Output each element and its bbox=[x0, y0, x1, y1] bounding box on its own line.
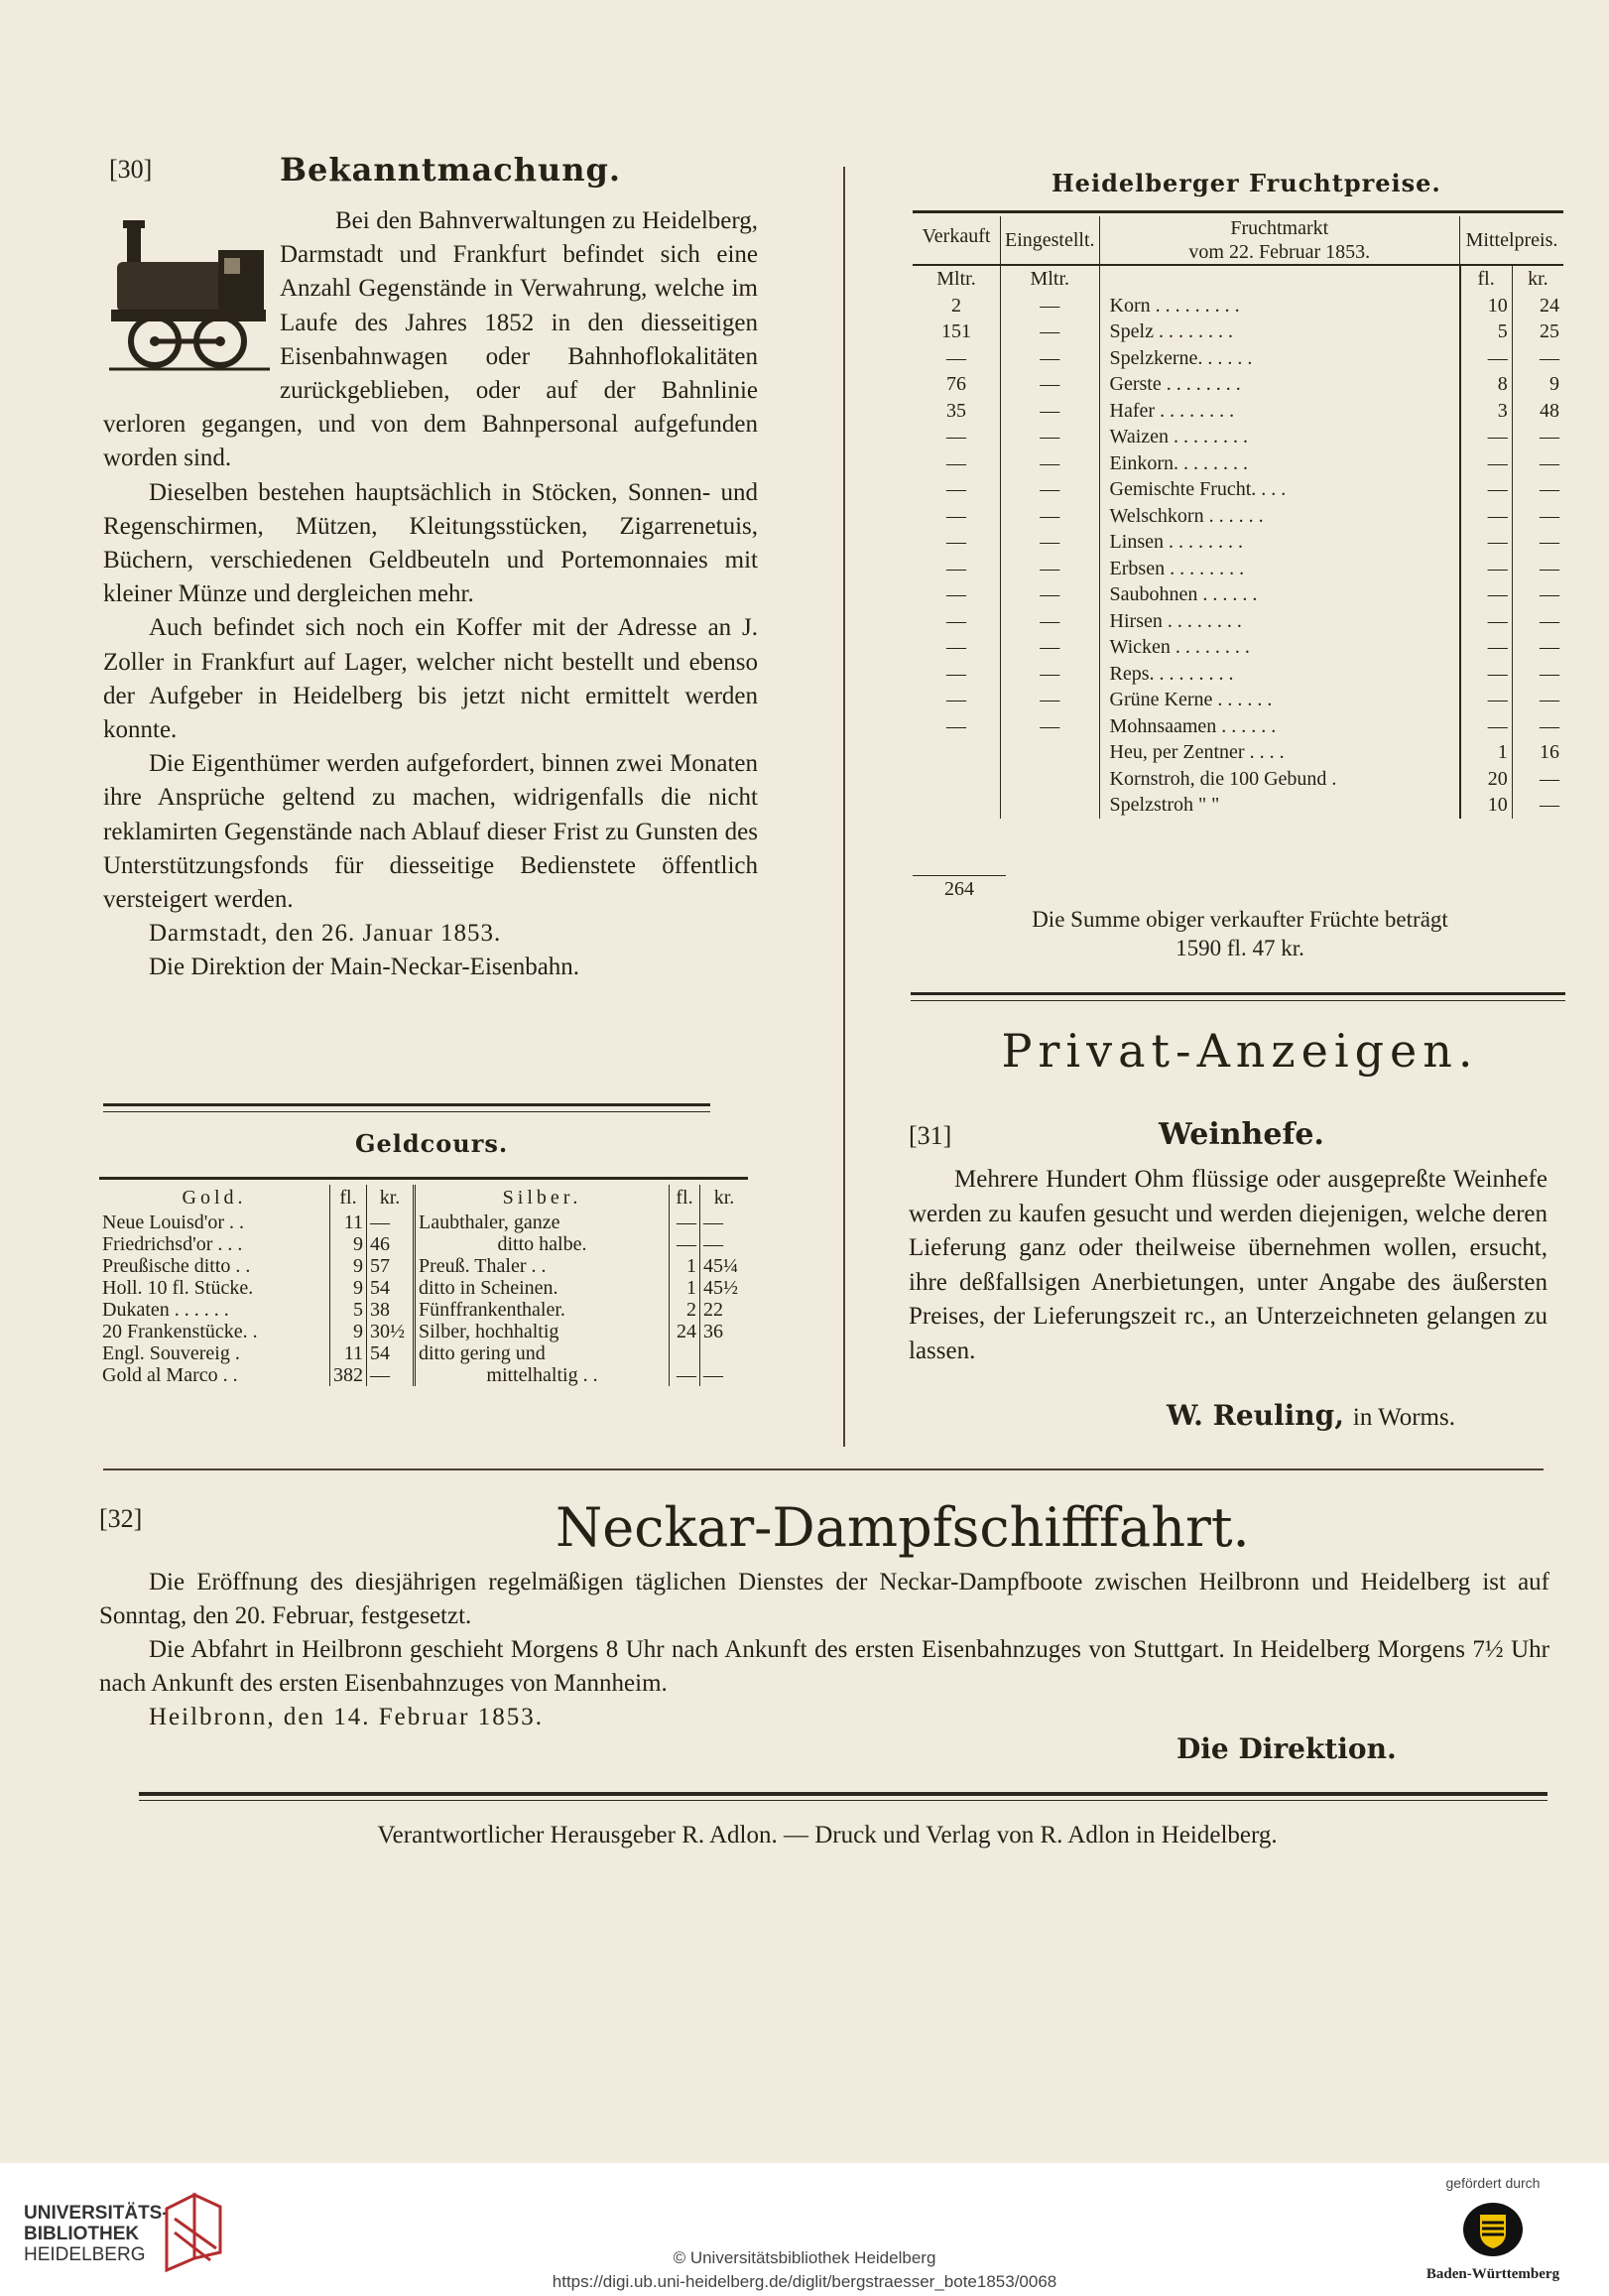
fruchtpreise-row bbox=[913, 529, 1563, 556]
geldcours-cell: 9 bbox=[330, 1277, 367, 1299]
geldcours-cell: ditto gering und bbox=[419, 1342, 546, 1364]
fruchtpreise-row bbox=[913, 581, 1563, 608]
geldcours-cell: 24 bbox=[670, 1321, 700, 1342]
fruchtpreise-cell: Spelzstroh " " bbox=[1099, 792, 1459, 819]
fruchtpreise-cell: — bbox=[946, 662, 966, 685]
geldcours-cell: ditto halbe. bbox=[497, 1233, 587, 1255]
fruchtpreise-cell: Erbsen . . . . . . . . bbox=[1099, 556, 1459, 582]
fruchtpreise-cell: — bbox=[1001, 661, 1100, 688]
geldcours-cell: 1 bbox=[670, 1255, 700, 1277]
fruchtpreise-row bbox=[913, 792, 1563, 819]
notice-30-paragraph-4: Die Eigenthümer werden aufgefordert, binnen zwei Monaten ihre Ansprüche geltend zu machen, widrigenfalls die nicht reklamirten Gegenstände nach Ablauf dieser Frist zu Gunsten des Unterstützungsfonds für diesseitige Bedienstete öffentlich versteigert werden. bbox=[103, 750, 758, 914]
geldcours-cell: 2 bbox=[670, 1299, 700, 1321]
notice-32-paragraph-1: Die Eröffnung des diesjährigen regelmäßigen täglichen Dienstes der Neckar-Dampfboote zwischen Heilbronn und Heidelberg ist auf Sonntag, den 20. Februar, festgesetzt. bbox=[99, 1569, 1549, 1629]
fruchtpreise-row bbox=[913, 398, 1563, 425]
fruchtpreise-cell: — bbox=[1460, 529, 1513, 556]
library-line-1: UNIVERSITÄTS- bbox=[24, 2203, 169, 2224]
fruchtpreise-row bbox=[913, 556, 1563, 582]
notice-32-body bbox=[99, 1566, 1549, 1734]
fruchtpreise-cell: — bbox=[946, 531, 966, 553]
geldcours-cell: 382 bbox=[330, 1364, 367, 1386]
geldcours-cell: Holl. 10 fl. Stücke. bbox=[102, 1277, 254, 1299]
fruchtpreise-cell: — bbox=[946, 689, 966, 710]
notice-30-body bbox=[103, 204, 758, 985]
geldcours-cell: 45¼ bbox=[700, 1255, 749, 1277]
geldcours-row bbox=[99, 1364, 748, 1386]
fruchtpreise-cell: — bbox=[1460, 634, 1513, 661]
fruchtpreise-cell: 10 bbox=[1460, 792, 1513, 819]
notice-31-body: Mehrere Hundert Ohm flüssige oder ausgepreßte Weinhefe werden zu kaufen gesucht und werden diejenigen, welche deren Lieferung ganz oder theilweise übernehmen wollen, ersucht, ihre deßfallsigen Anerbietungen, unter Angabe des äußersten Preises, der Lieferungszeit rc., an Unterzeichneten gelangen zu lassen. bbox=[909, 1166, 1547, 1364]
geldcours-row bbox=[99, 1299, 748, 1321]
fl-header: fl. bbox=[330, 1185, 367, 1212]
fruchtpreise-cell: Einkorn. . . . . . . . bbox=[1099, 450, 1459, 477]
fruchtpreise-cell: Heu, per Zentner . . . . bbox=[1099, 739, 1459, 766]
fruchtpreise-row bbox=[913, 371, 1563, 398]
fruchtpreise-cell: — bbox=[946, 504, 966, 527]
geldcours-cell: — bbox=[367, 1212, 415, 1233]
signature-name: W. Reuling, bbox=[1167, 1399, 1344, 1432]
fruchtpreise-cell: 3 bbox=[1460, 398, 1513, 425]
notice-31-signature bbox=[1167, 1399, 1455, 1432]
geldcours-cell: 30½ bbox=[367, 1321, 415, 1342]
fruchtmarkt-header bbox=[1099, 216, 1459, 265]
fruchtpreise-cell: — bbox=[1512, 345, 1563, 372]
fruchtpreise-table bbox=[913, 216, 1563, 819]
fruchtpreise-cell: Grüne Kerne . . . . . . bbox=[1099, 687, 1459, 713]
fruchtpreise-cell: — bbox=[1512, 792, 1563, 819]
silber-header: Silber. bbox=[502, 1187, 582, 1209]
copyright: © Universitätsbibliothek Heidelberg bbox=[673, 2248, 936, 2267]
fruchtpreise-cell: — bbox=[1460, 713, 1513, 740]
fruchtpreise-sum bbox=[923, 905, 1557, 962]
fruchtpreise-cell: — bbox=[1001, 608, 1100, 635]
fruchtpreise-cell: — bbox=[1512, 450, 1563, 477]
fruchtpreise-cell: — bbox=[1512, 529, 1563, 556]
fruchtpreise-cell: Hirsen . . . . . . . . bbox=[1099, 608, 1459, 635]
unit-label: Mltr. bbox=[936, 268, 976, 290]
fruchtpreise-cell: — bbox=[1001, 293, 1100, 319]
fruchtpreise-cell: — bbox=[946, 557, 966, 579]
fruchtpreise-cell: 24 bbox=[1512, 293, 1563, 319]
fruchtpreise-cell: 20 bbox=[1460, 766, 1513, 793]
geldcours-cell: — bbox=[670, 1364, 700, 1386]
geldcours-cell: — bbox=[700, 1212, 749, 1233]
fruchtpreise-cell: — bbox=[1460, 345, 1513, 372]
divider bbox=[103, 1103, 710, 1106]
column-divider bbox=[843, 167, 845, 1447]
geldcours-cell: — bbox=[670, 1233, 700, 1255]
fruchtpreise-cell: 35 bbox=[946, 399, 966, 422]
fruchtpreise-cell: Spelzkerne. . . . . . bbox=[1099, 345, 1459, 372]
fruchtpreise-cell: — bbox=[1001, 634, 1100, 661]
geldcours-row bbox=[99, 1321, 748, 1342]
fruchtpreise-cell: — bbox=[1460, 424, 1513, 450]
fruchtpreise-cell: — bbox=[1460, 687, 1513, 713]
fruchtpreise-cell: — bbox=[1001, 556, 1100, 582]
fruchtpreise-cell: 8 bbox=[1460, 371, 1513, 398]
fruchtpreise-cell: Gerste . . . . . . . . bbox=[1099, 371, 1459, 398]
geldcours-cell: Neue Louisd'or . . bbox=[102, 1212, 245, 1233]
geldcours-cell: 22 bbox=[700, 1299, 749, 1321]
geldcours-cell: Engl. Souvereig . bbox=[102, 1342, 240, 1364]
geldcours-row bbox=[99, 1277, 748, 1299]
fruchtpreise-cell: — bbox=[1512, 713, 1563, 740]
geldcours-cell: — bbox=[367, 1364, 415, 1386]
fruchtpreise-cell bbox=[1001, 766, 1100, 793]
fruchtpreise-cell: — bbox=[1001, 371, 1100, 398]
fruchtpreise-cell: — bbox=[1460, 661, 1513, 688]
fruchtpreise-cell: — bbox=[1001, 319, 1100, 345]
fruchtpreise-row bbox=[913, 476, 1563, 503]
unit-label: fl. bbox=[1460, 265, 1513, 293]
geldcours-cell: — bbox=[700, 1364, 749, 1386]
fruchtpreise-cell: 1 bbox=[1460, 739, 1513, 766]
fruchtpreise-cell: — bbox=[1512, 581, 1563, 608]
eingestellt-header: Eingestellt. bbox=[1001, 216, 1100, 265]
privat-anzeigen-heading: Privat-Anzeigen. bbox=[1001, 1024, 1479, 1078]
geldcours-cell: Dukaten . . . . . . bbox=[102, 1299, 229, 1321]
fruchtpreise-row bbox=[913, 687, 1563, 713]
fruchtpreise-cell: 48 bbox=[1512, 398, 1563, 425]
fruchtpreise-cell: 16 bbox=[1512, 739, 1563, 766]
fruchtpreise-cell: — bbox=[1001, 424, 1100, 450]
fruchtpreise-row bbox=[913, 319, 1563, 345]
fruchtpreise-cell: — bbox=[946, 609, 966, 632]
digitization-footer bbox=[0, 2163, 1609, 2296]
divider bbox=[139, 1800, 1547, 1801]
geldcours-cell: — bbox=[700, 1233, 749, 1255]
geldcours-cell: 9 bbox=[330, 1233, 367, 1255]
kr-header: kr. bbox=[367, 1185, 415, 1212]
fruchtpreise-cell: Wicken . . . . . . . . bbox=[1099, 634, 1459, 661]
funded-by: gefördert durch bbox=[1445, 2175, 1541, 2191]
fruchtpreise-cell: — bbox=[1460, 450, 1513, 477]
fruchtpreise-cell: — bbox=[1001, 581, 1100, 608]
geldcours-row bbox=[99, 1342, 748, 1364]
state-name: Baden-Württemberg bbox=[1425, 2266, 1560, 2282]
geldcours-cell bbox=[700, 1342, 749, 1364]
notice-32-signature: Die Direktion. bbox=[1176, 1732, 1397, 1765]
sum-line-1: Die Summe obiger verkaufter Früchte beträgt bbox=[1032, 907, 1448, 932]
fruchtpreise-cell: 5 bbox=[1460, 319, 1513, 345]
notice-30-dateline: Darmstadt, den 26. Januar 1853. bbox=[149, 920, 502, 948]
fruchtpreise-cell bbox=[1001, 739, 1100, 766]
gold-header: Gold. bbox=[182, 1187, 247, 1209]
fruchtpreise-cell: — bbox=[946, 714, 966, 737]
geldcours-cell: 11 bbox=[330, 1212, 367, 1233]
geldcours-row bbox=[99, 1233, 748, 1255]
fruchtpreise-cell: 151 bbox=[941, 320, 971, 342]
divider bbox=[103, 1468, 1544, 1470]
fruchtpreise-row bbox=[913, 661, 1563, 688]
geldcours-row bbox=[99, 1255, 748, 1277]
geldcours-table bbox=[99, 1185, 748, 1386]
geldcours-title: Geldcours. bbox=[355, 1129, 509, 1158]
fruchtpreise-cell: — bbox=[1001, 345, 1100, 372]
fruchtpreise-cell: — bbox=[1460, 503, 1513, 530]
notice-32-paragraph-2: Die Abfahrt in Heilbronn geschieht Morgens 8 Uhr nach Ankunft des ersten Eisenbahnzuges von Stuttgart. In Heidelberg Morgens 7½ Uhr nach Ankunft des ersten Eisenbahnzuges von Mannheim. bbox=[99, 1636, 1549, 1697]
fruchtpreise-row bbox=[913, 345, 1563, 372]
fruchtpreise-cell: — bbox=[1460, 581, 1513, 608]
notice-31-number: [31] bbox=[909, 1121, 952, 1150]
fruchtpreise-cell: — bbox=[1512, 634, 1563, 661]
geldcours-cell: 54 bbox=[367, 1277, 415, 1299]
signature-place: in Worms. bbox=[1352, 1404, 1455, 1431]
fruchtpreise-cell: 10 bbox=[1460, 293, 1513, 319]
fruchtpreise-cell: — bbox=[1512, 687, 1563, 713]
fruchtpreise-cell: — bbox=[1512, 661, 1563, 688]
fruchtpreise-cell: — bbox=[1512, 556, 1563, 582]
fruchtmarkt-label: Fruchtmarkt bbox=[1230, 217, 1329, 239]
notice-32-title: Neckar-Dampfschifffahrt. bbox=[556, 1496, 1250, 1559]
geldcours-cell: ditto in Scheinen. bbox=[419, 1277, 558, 1299]
fruchtpreise-cell: Gemischte Frucht. . . . bbox=[1099, 476, 1459, 503]
notice-30-signature: Die Direktion der Main-Neckar-Eisenbahn. bbox=[149, 954, 580, 981]
fruchtpreise-cell: Mohnsaamen . . . . . . bbox=[1099, 713, 1459, 740]
geldcours-cell: Silber, hochhaltig bbox=[419, 1321, 559, 1342]
divider bbox=[139, 1792, 1547, 1796]
fruchtpreise-row bbox=[913, 450, 1563, 477]
geldcours-cell: Laubthaler, ganze bbox=[419, 1212, 560, 1233]
unit-label: Mltr. bbox=[1001, 265, 1100, 293]
fruchtpreise-cell: — bbox=[1512, 476, 1563, 503]
fruchtpreise-cell: 25 bbox=[1512, 319, 1563, 345]
divider bbox=[911, 992, 1565, 995]
library-line-3: HEIDELBERG bbox=[24, 2244, 146, 2265]
geldcours-cell: 20 Frankenstücke. . bbox=[102, 1321, 258, 1342]
fruchtpreise-cell: — bbox=[946, 426, 966, 447]
fruchtpreise-title: Heidelberger Fruchtpreise. bbox=[1052, 169, 1441, 197]
divider bbox=[913, 210, 1563, 213]
fruchtmarkt-date: vom 22. Februar 1853. bbox=[1188, 241, 1371, 263]
notice-30-paragraph-1: Bei den Bahnverwaltungen zu Heidelberg, Darmstadt und Frankfurt befindet sich eine Anzahl Gegenstände in Verwahrung, welche im Laufe des Jahres 1852 in den diesseitigen Eisenbahnwagen oder Bahnhoflokalitäten zurückgeblieben, oder auf der Bahnlinie verloren gegangen, und von dem Bahnpersonal aufgefunden worden sind. bbox=[103, 207, 758, 472]
geldcours-cell: Friedrichsd'or . . . bbox=[102, 1233, 243, 1255]
sum-line-2: 1590 fl. 47 kr. bbox=[1176, 936, 1304, 960]
fruchtpreise-cell: — bbox=[1512, 503, 1563, 530]
notice-30-title: Bekanntmachung. bbox=[280, 151, 622, 189]
geldcours-cell: 5 bbox=[330, 1299, 367, 1321]
fruchtpreise-cell: — bbox=[1001, 476, 1100, 503]
geldcours-cell: Fünffrankenthaler. bbox=[419, 1299, 565, 1321]
geldcours-cell: Gold al Marco . . bbox=[102, 1364, 238, 1386]
fruchtpreise-cell: — bbox=[1512, 766, 1563, 793]
geldcours-cell: Preußische ditto . . bbox=[102, 1255, 251, 1277]
fruchtpreise-cell: Hafer . . . . . . . . bbox=[1099, 398, 1459, 425]
fruchtpreise-row bbox=[913, 424, 1563, 450]
library-line-2: BIBLIOTHEK bbox=[24, 2224, 140, 2244]
fruchtpreise-cell: Kornstroh, die 100 Gebund . bbox=[1099, 766, 1459, 793]
fruchtpreise-cell: — bbox=[946, 636, 966, 658]
notice-32-number: [32] bbox=[99, 1504, 143, 1533]
fruchtpreise-cell bbox=[913, 766, 1001, 793]
state-coat-of-arms-icon bbox=[1462, 2201, 1524, 2258]
geldcours-cell: 45½ bbox=[700, 1277, 749, 1299]
fruchtpreise-cell: Saubohnen . . . . . . bbox=[1099, 581, 1459, 608]
fruchtpreise-cell: — bbox=[1001, 529, 1100, 556]
kr-header: kr. bbox=[700, 1185, 749, 1212]
geldcours-cell: 11 bbox=[330, 1342, 367, 1364]
fruchtpreise-cell: — bbox=[1460, 476, 1513, 503]
geldcours-cell: 54 bbox=[367, 1342, 415, 1364]
fl-header: fl. bbox=[670, 1185, 700, 1212]
fruchtpreise-row bbox=[913, 293, 1563, 319]
fruchtpreise-cell: — bbox=[946, 583, 966, 605]
geldcours-row bbox=[99, 1212, 748, 1233]
fruchtpreise-cell bbox=[913, 739, 1001, 766]
fruchtpreise-cell: — bbox=[946, 478, 966, 500]
fruchtpreise-cell: — bbox=[1512, 608, 1563, 635]
divider bbox=[99, 1177, 748, 1180]
fruchtpreise-cell: 9 bbox=[1512, 371, 1563, 398]
geldcours-cell: 57 bbox=[367, 1255, 415, 1277]
fruchtpreise-cell: Linsen . . . . . . . . bbox=[1099, 529, 1459, 556]
fruchtpreise-cell: 2 bbox=[951, 294, 961, 317]
unit-spacer bbox=[1099, 265, 1459, 293]
notice-30-number: [30] bbox=[109, 155, 153, 184]
fruchtpreise-cell: — bbox=[1001, 713, 1100, 740]
fruchtpreise-cell: — bbox=[1460, 608, 1513, 635]
fruchtpreise-cell: Waizen . . . . . . . . bbox=[1099, 424, 1459, 450]
geldcours-cell: 9 bbox=[330, 1321, 367, 1342]
fruchtpreise-cell bbox=[913, 792, 1001, 819]
fruchtpreise-total: 264 bbox=[913, 875, 1006, 901]
geldcours-cell: 36 bbox=[700, 1321, 749, 1342]
fruchtpreise-row bbox=[913, 608, 1563, 635]
geldcours-cell: 9 bbox=[330, 1255, 367, 1277]
verkauft-header: Verkauft bbox=[922, 225, 991, 247]
fruchtpreise-cell: — bbox=[946, 346, 966, 369]
fruchtpreise-cell: Spelz . . . . . . . . bbox=[1099, 319, 1459, 345]
geldcours-cell: — bbox=[670, 1212, 700, 1233]
geldcours-cell: Preuß. Thaler . . bbox=[419, 1255, 547, 1277]
geldcours-cell: 38 bbox=[367, 1299, 415, 1321]
geldcours-cell: 1 bbox=[670, 1277, 700, 1299]
geldcours-cell bbox=[670, 1342, 700, 1364]
fruchtpreise-row bbox=[913, 503, 1563, 530]
notice-30-paragraph-2: Dieselben bestehen hauptsächlich in Stöcken, Sonnen- und Regenschirmen, Mützen, Kleitungsstücken, Zigarrenetuis, Büchern, verschiedenen Geldbeuteln und Portemonnaies mit kleiner Münze und dergleichen mehr. bbox=[103, 478, 758, 608]
fruchtpreise-cell: — bbox=[1512, 424, 1563, 450]
notice-31-title: Weinhefe. bbox=[1159, 1117, 1324, 1152]
fruchtpreise-cell bbox=[1001, 792, 1100, 819]
fruchtpreise-row bbox=[913, 739, 1563, 766]
fruchtpreise-cell: — bbox=[1001, 687, 1100, 713]
notice-30-paragraph-3: Auch befindet sich noch ein Koffer mit der Adresse an J. Zoller in Frankfurt auf Lager, welcher nicht bestellt und ebenso der Aufgeber in Heidelberg bis jetzt nicht ermittelt werden konnte. bbox=[103, 614, 758, 744]
notice-32-dateline: Heilbronn, den 14. Februar 1853. bbox=[149, 1704, 544, 1730]
fruchtpreise-cell: — bbox=[946, 451, 966, 474]
imprint: Verantwortlicher Herausgeber R. Adlon. — Druck und Verlag von R. Adlon in Heidelberg. bbox=[377, 1822, 1278, 1849]
divider bbox=[103, 1111, 710, 1112]
geldcours-cell: mittelhaltig . . bbox=[486, 1364, 598, 1386]
fruchtpreise-row bbox=[913, 713, 1563, 740]
divider bbox=[911, 1000, 1565, 1001]
fruchtpreise-cell: — bbox=[1001, 450, 1100, 477]
fruchtpreise-cell: — bbox=[1460, 556, 1513, 582]
fruchtpreise-cell: Reps. . . . . . . . . bbox=[1099, 661, 1459, 688]
mittelpreis-header: Mittelpreis. bbox=[1460, 216, 1564, 265]
fruchtpreise-cell: — bbox=[1001, 398, 1100, 425]
fruchtpreise-cell: Welschkorn . . . . . . bbox=[1099, 503, 1459, 530]
unit-label: kr. bbox=[1512, 265, 1563, 293]
fruchtpreise-cell: — bbox=[1001, 503, 1100, 530]
fruchtpreise-row bbox=[913, 766, 1563, 793]
geldcours-cell: 46 bbox=[367, 1233, 415, 1255]
source-url[interactable]: https://digi.ub.uni-heidelberg.de/diglit/bergstraesser_bote1853/0068 bbox=[552, 2272, 1057, 2291]
fruchtpreise-cell: 76 bbox=[946, 373, 966, 395]
fruchtpreise-cell: Korn . . . . . . . . . bbox=[1099, 293, 1459, 319]
fruchtpreise-row bbox=[913, 634, 1563, 661]
